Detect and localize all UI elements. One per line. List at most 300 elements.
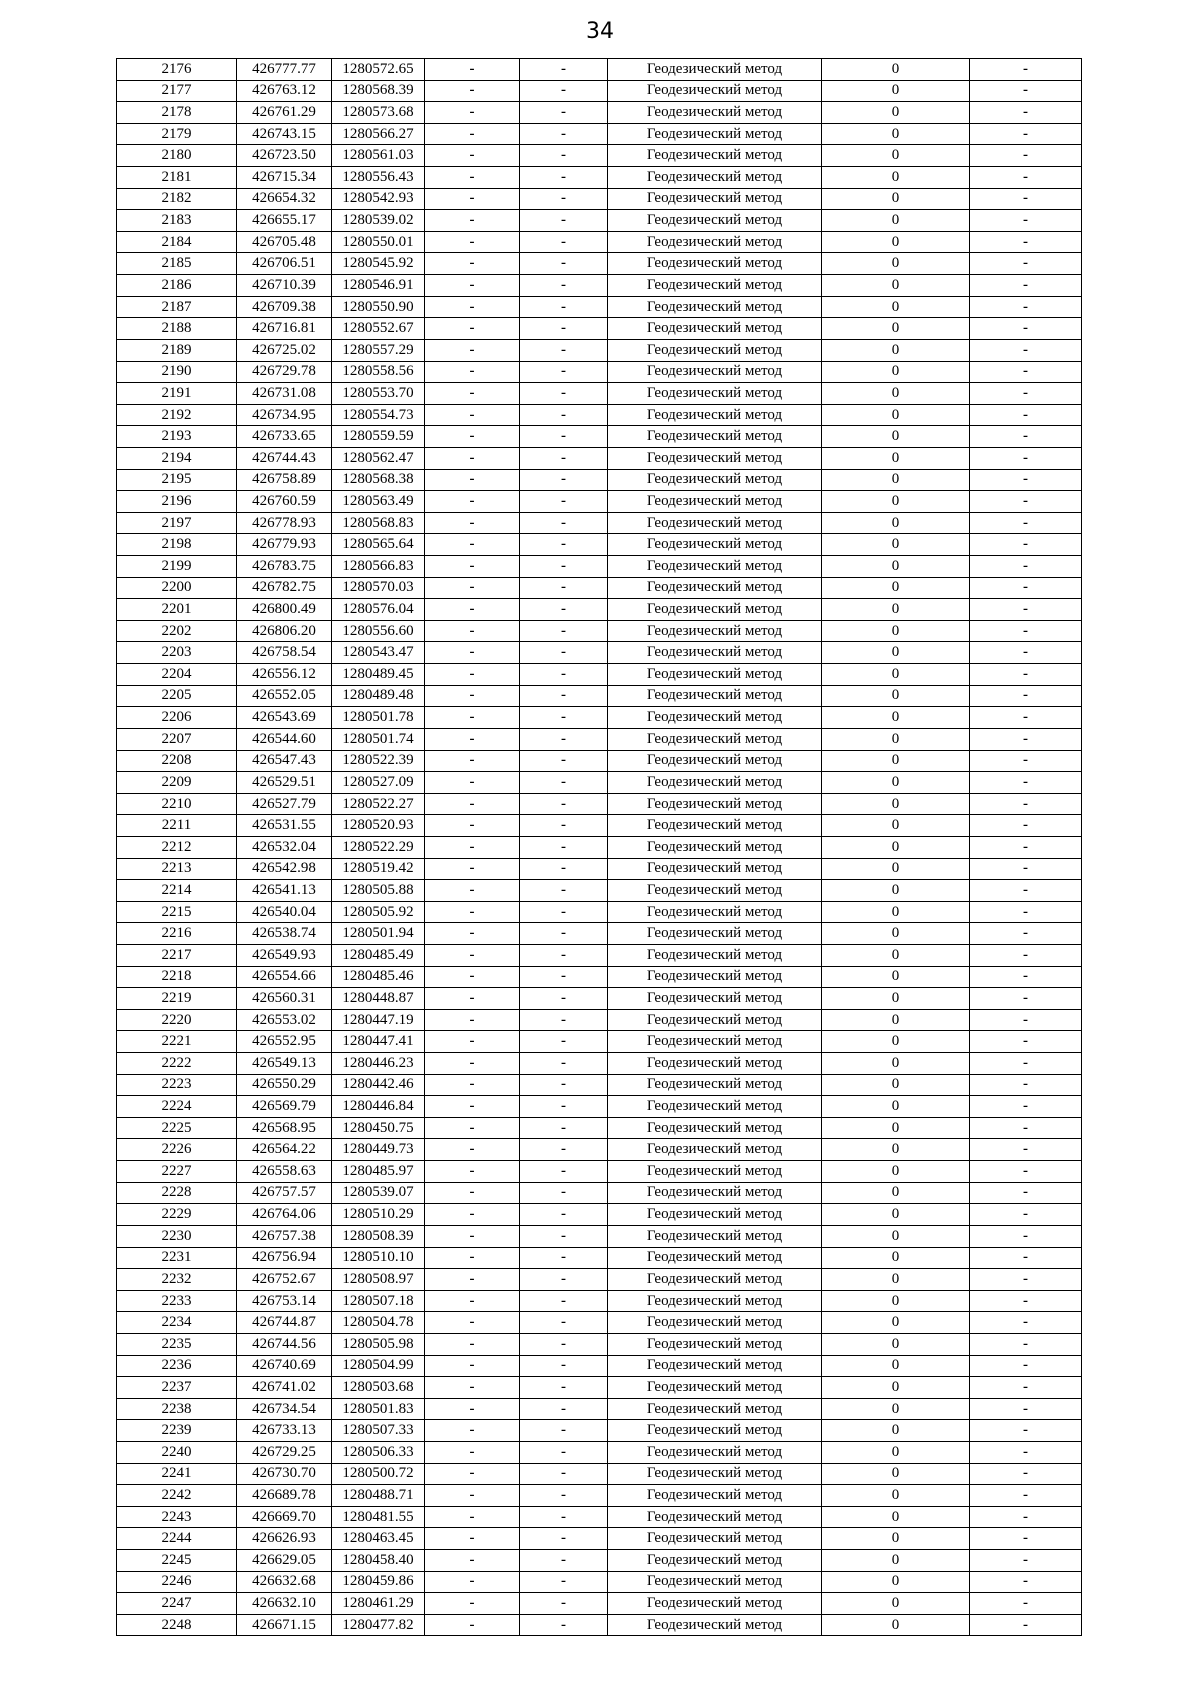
empty-value-cell: - [520,1442,608,1464]
empty-value-cell: - [425,426,520,448]
table-row [117,231,1082,253]
table-row [117,1161,1082,1183]
precision-cell: 0 [822,1009,970,1031]
empty-value-cell: - [425,1420,520,1442]
x-coordinate-cell: 426761.29 [237,102,332,124]
empty-value-cell: - [520,577,608,599]
y-coordinate-cell: 1280501.78 [332,707,425,729]
method-cell: Геодезический метод [608,1204,822,1226]
empty-value-cell: - [970,210,1082,232]
x-coordinate-cell: 426568.95 [237,1117,332,1139]
x-coordinate-cell: 426756.94 [237,1247,332,1269]
y-coordinate-cell: 1280561.03 [332,145,425,167]
table-row [117,361,1082,383]
empty-value-cell: - [425,296,520,318]
precision-cell: 0 [822,1398,970,1420]
x-coordinate-cell: 426549.93 [237,944,332,966]
table-row [117,383,1082,405]
x-coordinate-cell: 426753.14 [237,1290,332,1312]
point-number-cell: 2198 [117,534,237,556]
y-coordinate-cell: 1280447.19 [332,1009,425,1031]
x-coordinate-cell: 426532.04 [237,836,332,858]
point-number-cell: 2179 [117,123,237,145]
empty-value-cell: - [520,1355,608,1377]
x-coordinate-cell: 426757.38 [237,1225,332,1247]
y-coordinate-cell: 1280552.67 [332,318,425,340]
empty-value-cell: - [425,145,520,167]
precision-cell: 0 [822,901,970,923]
point-number-cell: 2193 [117,426,237,448]
empty-value-cell: - [520,167,608,189]
empty-value-cell: - [970,901,1082,923]
table-row [117,534,1082,556]
precision-cell: 0 [822,750,970,772]
empty-value-cell: - [425,923,520,945]
x-coordinate-cell: 426669.70 [237,1506,332,1528]
empty-value-cell: - [520,1571,608,1593]
empty-value-cell: - [970,318,1082,340]
y-coordinate-cell: 1280508.39 [332,1225,425,1247]
empty-value-cell: - [970,80,1082,102]
empty-value-cell: - [425,1204,520,1226]
point-number-cell: 2195 [117,469,237,491]
point-number-cell: 2205 [117,685,237,707]
y-coordinate-cell: 1280481.55 [332,1506,425,1528]
precision-cell: 0 [822,1139,970,1161]
precision-cell: 0 [822,620,970,642]
empty-value-cell: - [425,1614,520,1636]
y-coordinate-cell: 1280448.87 [332,988,425,1010]
table-row [117,685,1082,707]
empty-value-cell: - [520,1204,608,1226]
empty-value-cell: - [520,1377,608,1399]
empty-value-cell: - [970,642,1082,664]
method-cell: Геодезический метод [608,1485,822,1507]
table-row [117,1139,1082,1161]
point-number-cell: 2244 [117,1528,237,1550]
table-row [117,1182,1082,1204]
point-number-cell: 2190 [117,361,237,383]
method-cell: Геодезический метод [608,491,822,513]
method-cell: Геодезический метод [608,1333,822,1355]
point-number-cell: 2237 [117,1377,237,1399]
table-row [117,491,1082,513]
coordinates-table-body [117,59,1082,1636]
empty-value-cell: - [425,1139,520,1161]
x-coordinate-cell: 426706.51 [237,253,332,275]
point-number-cell: 2222 [117,1053,237,1075]
empty-value-cell: - [970,231,1082,253]
y-coordinate-cell: 1280543.47 [332,642,425,664]
empty-value-cell: - [970,1485,1082,1507]
y-coordinate-cell: 1280558.56 [332,361,425,383]
empty-value-cell: - [970,188,1082,210]
y-coordinate-cell: 1280539.07 [332,1182,425,1204]
empty-value-cell: - [520,275,608,297]
x-coordinate-cell: 426757.57 [237,1182,332,1204]
precision-cell: 0 [822,880,970,902]
empty-value-cell: - [520,707,608,729]
y-coordinate-cell: 1280572.65 [332,59,425,81]
empty-value-cell: - [970,361,1082,383]
y-coordinate-cell: 1280550.01 [332,231,425,253]
x-coordinate-cell: 426629.05 [237,1550,332,1572]
table-row [117,707,1082,729]
point-number-cell: 2233 [117,1290,237,1312]
empty-value-cell: - [520,491,608,513]
point-number-cell: 2248 [117,1614,237,1636]
empty-value-cell: - [520,858,608,880]
x-coordinate-cell: 426553.02 [237,1009,332,1031]
point-number-cell: 2212 [117,836,237,858]
table-row [117,1377,1082,1399]
empty-value-cell: - [520,1161,608,1183]
precision-cell: 0 [822,318,970,340]
y-coordinate-cell: 1280510.10 [332,1247,425,1269]
table-row [117,1420,1082,1442]
point-number-cell: 2215 [117,901,237,923]
point-number-cell: 2204 [117,664,237,686]
empty-value-cell: - [425,1312,520,1334]
y-coordinate-cell: 1280520.93 [332,815,425,837]
y-coordinate-cell: 1280505.92 [332,901,425,923]
y-coordinate-cell: 1280447.41 [332,1031,425,1053]
precision-cell: 0 [822,167,970,189]
precision-cell: 0 [822,59,970,81]
y-coordinate-cell: 1280562.47 [332,447,425,469]
table-row [117,512,1082,534]
precision-cell: 0 [822,469,970,491]
table-row [117,275,1082,297]
empty-value-cell: - [425,1463,520,1485]
y-coordinate-cell: 1280504.99 [332,1355,425,1377]
empty-value-cell: - [520,966,608,988]
precision-cell: 0 [822,253,970,275]
x-coordinate-cell: 426554.66 [237,966,332,988]
method-cell: Геодезический метод [608,815,822,837]
empty-value-cell: - [520,1506,608,1528]
empty-value-cell: - [520,404,608,426]
x-coordinate-cell: 426558.63 [237,1161,332,1183]
empty-value-cell: - [970,1571,1082,1593]
method-cell: Геодезический метод [608,901,822,923]
point-number-cell: 2223 [117,1074,237,1096]
point-number-cell: 2243 [117,1506,237,1528]
method-cell: Геодезический метод [608,664,822,686]
empty-value-cell: - [970,1420,1082,1442]
empty-value-cell: - [970,707,1082,729]
empty-value-cell: - [425,361,520,383]
table-row [117,1225,1082,1247]
precision-cell: 0 [822,512,970,534]
method-cell: Геодезический метод [608,772,822,794]
empty-value-cell: - [425,404,520,426]
method-cell: Геодезический метод [608,966,822,988]
empty-value-cell: - [425,988,520,1010]
empty-value-cell: - [425,836,520,858]
x-coordinate-cell: 426760.59 [237,491,332,513]
point-number-cell: 2229 [117,1204,237,1226]
method-cell: Геодезический метод [608,642,822,664]
x-coordinate-cell: 426733.65 [237,426,332,448]
empty-value-cell: - [425,1225,520,1247]
table-row [117,167,1082,189]
empty-value-cell: - [425,1117,520,1139]
x-coordinate-cell: 426729.25 [237,1442,332,1464]
empty-value-cell: - [520,901,608,923]
x-coordinate-cell: 426632.10 [237,1593,332,1615]
x-coordinate-cell: 426550.29 [237,1074,332,1096]
method-cell: Геодезический метод [608,988,822,1010]
empty-value-cell: - [520,296,608,318]
y-coordinate-cell: 1280507.33 [332,1420,425,1442]
empty-value-cell: - [970,1074,1082,1096]
precision-cell: 0 [822,145,970,167]
empty-value-cell: - [970,447,1082,469]
method-cell: Геодезический метод [608,944,822,966]
empty-value-cell: - [970,1333,1082,1355]
method-cell: Геодезический метод [608,534,822,556]
precision-cell: 0 [822,815,970,837]
table-row [117,296,1082,318]
y-coordinate-cell: 1280500.72 [332,1463,425,1485]
empty-value-cell: - [520,599,608,621]
point-number-cell: 2210 [117,793,237,815]
empty-value-cell: - [520,750,608,772]
y-coordinate-cell: 1280461.29 [332,1593,425,1615]
empty-value-cell: - [425,1247,520,1269]
empty-value-cell: - [970,836,1082,858]
method-cell: Геодезический метод [608,620,822,642]
point-number-cell: 2194 [117,447,237,469]
empty-value-cell: - [520,1614,608,1636]
empty-value-cell: - [425,664,520,686]
precision-cell: 0 [822,577,970,599]
empty-value-cell: - [970,1031,1082,1053]
precision-cell: 0 [822,1550,970,1572]
precision-cell: 0 [822,685,970,707]
empty-value-cell: - [970,1117,1082,1139]
empty-value-cell: - [520,1593,608,1615]
empty-value-cell: - [425,339,520,361]
empty-value-cell: - [520,1182,608,1204]
empty-value-cell: - [970,1593,1082,1615]
y-coordinate-cell: 1280449.73 [332,1139,425,1161]
precision-cell: 0 [822,1312,970,1334]
y-coordinate-cell: 1280446.23 [332,1053,425,1075]
precision-cell: 0 [822,383,970,405]
empty-value-cell: - [970,1312,1082,1334]
x-coordinate-cell: 426740.69 [237,1355,332,1377]
x-coordinate-cell: 426705.48 [237,231,332,253]
precision-cell: 0 [822,1442,970,1464]
empty-value-cell: - [970,815,1082,837]
table-row [117,318,1082,340]
empty-value-cell: - [520,923,608,945]
y-coordinate-cell: 1280458.40 [332,1550,425,1572]
y-coordinate-cell: 1280565.64 [332,534,425,556]
y-coordinate-cell: 1280566.27 [332,123,425,145]
y-coordinate-cell: 1280501.83 [332,1398,425,1420]
point-number-cell: 2219 [117,988,237,1010]
point-number-cell: 2201 [117,599,237,621]
table-row [117,426,1082,448]
table-row [117,123,1082,145]
y-coordinate-cell: 1280446.84 [332,1096,425,1118]
empty-value-cell: - [520,426,608,448]
empty-value-cell: - [425,858,520,880]
precision-cell: 0 [822,1204,970,1226]
empty-value-cell: - [970,1096,1082,1118]
table-row [117,1571,1082,1593]
empty-value-cell: - [970,339,1082,361]
empty-value-cell: - [970,59,1082,81]
y-coordinate-cell: 1280556.43 [332,167,425,189]
precision-cell: 0 [822,1614,970,1636]
empty-value-cell: - [520,469,608,491]
precision-cell: 0 [822,80,970,102]
empty-value-cell: - [520,1528,608,1550]
method-cell: Геодезический метод [608,469,822,491]
empty-value-cell: - [425,556,520,578]
table-row [117,1485,1082,1507]
empty-value-cell: - [970,1528,1082,1550]
y-coordinate-cell: 1280568.38 [332,469,425,491]
empty-value-cell: - [520,1096,608,1118]
precision-cell: 0 [822,534,970,556]
method-cell: Геодезический метод [608,426,822,448]
empty-value-cell: - [425,1333,520,1355]
empty-value-cell: - [425,599,520,621]
table-row [117,1550,1082,1572]
x-coordinate-cell: 426741.02 [237,1377,332,1399]
table-row [117,1333,1082,1355]
point-number-cell: 2220 [117,1009,237,1031]
table-row [117,1074,1082,1096]
empty-value-cell: - [425,231,520,253]
method-cell: Геодезический метод [608,1593,822,1615]
precision-cell: 0 [822,1182,970,1204]
x-coordinate-cell: 426527.79 [237,793,332,815]
empty-value-cell: - [425,188,520,210]
empty-value-cell: - [425,59,520,81]
table-row [117,620,1082,642]
empty-value-cell: - [970,1550,1082,1572]
x-coordinate-cell: 426752.67 [237,1269,332,1291]
method-cell: Геодезический метод [608,750,822,772]
method-cell: Геодезический метод [608,1571,822,1593]
x-coordinate-cell: 426655.17 [237,210,332,232]
empty-value-cell: - [970,1247,1082,1269]
method-cell: Геодезический метод [608,1528,822,1550]
empty-value-cell: - [520,836,608,858]
precision-cell: 0 [822,1161,970,1183]
table-row [117,59,1082,81]
x-coordinate-cell: 426552.05 [237,685,332,707]
empty-value-cell: - [520,253,608,275]
empty-value-cell: - [520,188,608,210]
x-coordinate-cell: 426725.02 [237,339,332,361]
empty-value-cell: - [425,620,520,642]
method-cell: Геодезический метод [608,1053,822,1075]
empty-value-cell: - [970,1506,1082,1528]
empty-value-cell: - [520,1139,608,1161]
method-cell: Геодезический метод [608,1247,822,1269]
y-coordinate-cell: 1280563.49 [332,491,425,513]
empty-value-cell: - [520,1247,608,1269]
empty-value-cell: - [520,145,608,167]
y-coordinate-cell: 1280477.82 [332,1614,425,1636]
empty-value-cell: - [425,383,520,405]
x-coordinate-cell: 426529.51 [237,772,332,794]
x-coordinate-cell: 426779.93 [237,534,332,556]
table-row [117,858,1082,880]
precision-cell: 0 [822,1096,970,1118]
x-coordinate-cell: 426710.39 [237,275,332,297]
point-number-cell: 2207 [117,728,237,750]
empty-value-cell: - [520,210,608,232]
empty-value-cell: - [520,512,608,534]
empty-value-cell: - [970,275,1082,297]
method-cell: Геодезический метод [608,167,822,189]
y-coordinate-cell: 1280505.88 [332,880,425,902]
empty-value-cell: - [425,167,520,189]
table-row [117,1506,1082,1528]
method-cell: Геодезический метод [608,210,822,232]
empty-value-cell: - [970,880,1082,902]
y-coordinate-cell: 1280542.93 [332,188,425,210]
x-coordinate-cell: 426538.74 [237,923,332,945]
empty-value-cell: - [970,1053,1082,1075]
method-cell: Геодезический метод [608,318,822,340]
empty-value-cell: - [970,1442,1082,1464]
empty-value-cell: - [970,145,1082,167]
y-coordinate-cell: 1280463.45 [332,1528,425,1550]
empty-value-cell: - [520,1269,608,1291]
method-cell: Геодезический метод [608,383,822,405]
x-coordinate-cell: 426734.54 [237,1398,332,1420]
empty-value-cell: - [970,1614,1082,1636]
empty-value-cell: - [970,1204,1082,1226]
y-coordinate-cell: 1280488.71 [332,1485,425,1507]
table-row [117,1312,1082,1334]
table-row [117,599,1082,621]
empty-value-cell: - [970,404,1082,426]
table-row [117,1117,1082,1139]
y-coordinate-cell: 1280522.27 [332,793,425,815]
method-cell: Геодезический метод [608,1420,822,1442]
table-row [117,1053,1082,1075]
empty-value-cell: - [520,1290,608,1312]
empty-value-cell: - [425,534,520,556]
method-cell: Геодезический метод [608,339,822,361]
table-row [117,469,1082,491]
point-number-cell: 2227 [117,1161,237,1183]
table-row [117,210,1082,232]
point-number-cell: 2231 [117,1247,237,1269]
empty-value-cell: - [970,1182,1082,1204]
empty-value-cell: - [970,469,1082,491]
empty-value-cell: - [425,447,520,469]
point-number-cell: 2245 [117,1550,237,1572]
precision-cell: 0 [822,1463,970,1485]
empty-value-cell: - [970,491,1082,513]
method-cell: Геодезический метод [608,188,822,210]
point-number-cell: 2185 [117,253,237,275]
empty-value-cell: - [425,793,520,815]
table-row [117,1463,1082,1485]
point-number-cell: 2246 [117,1571,237,1593]
